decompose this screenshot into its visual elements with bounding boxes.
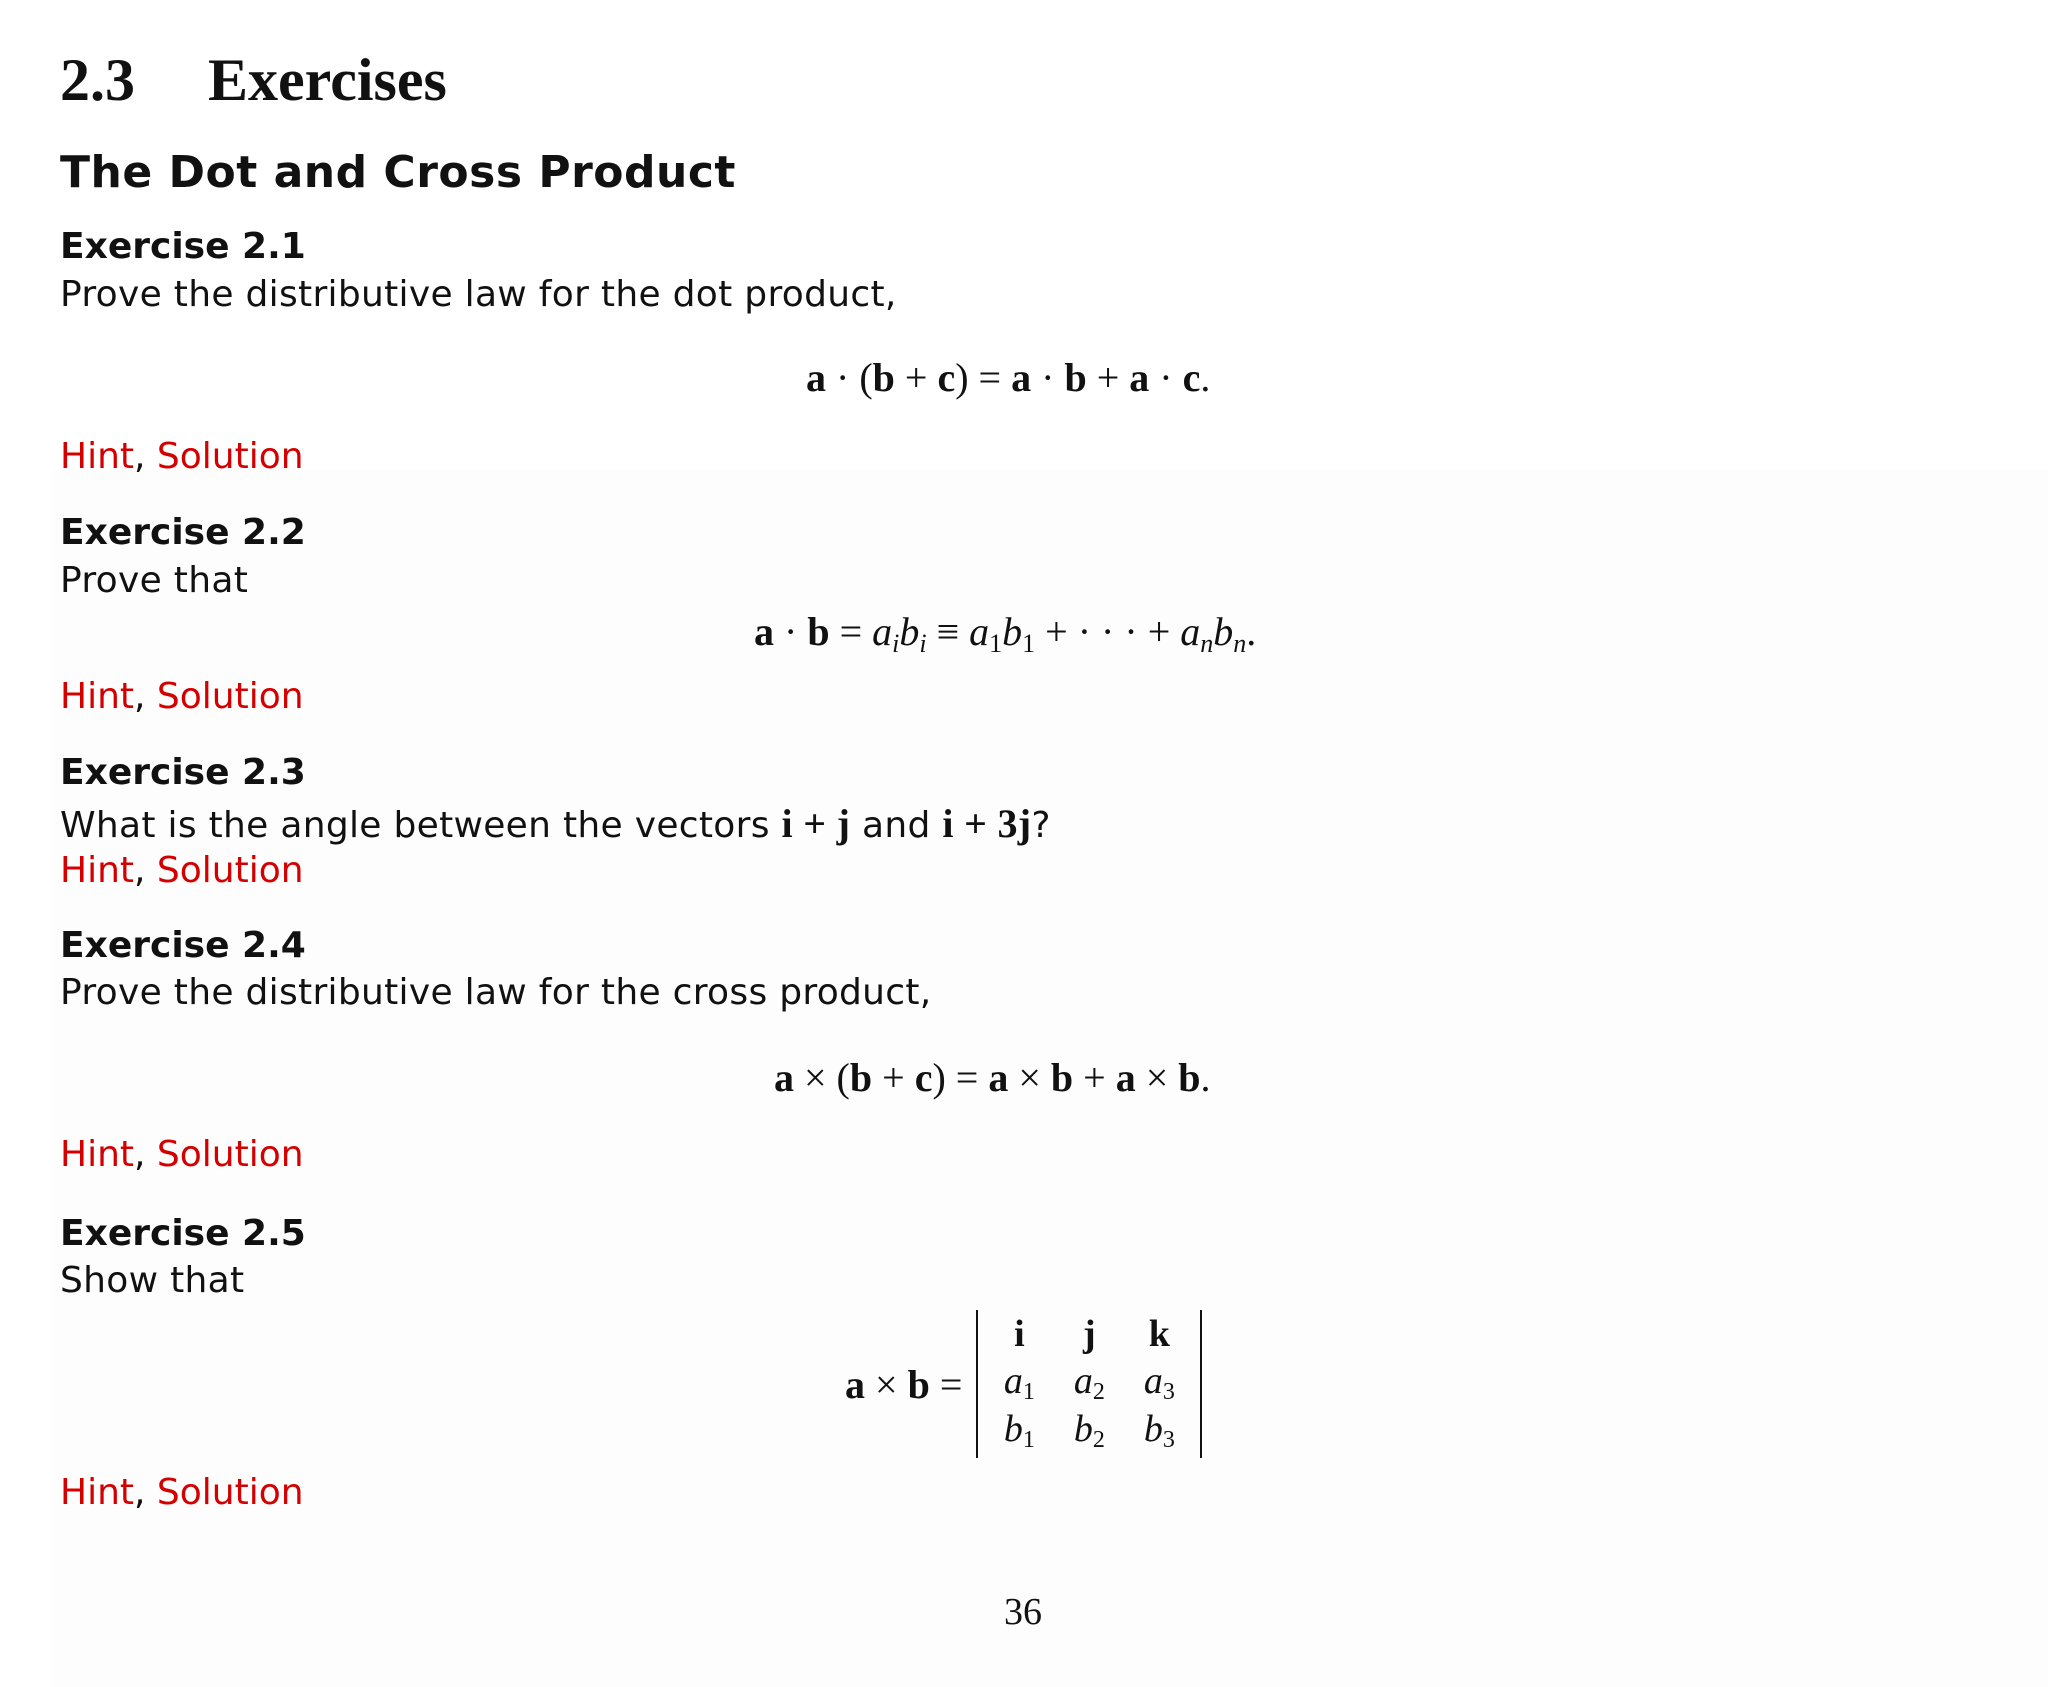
exercise-2-4-solution-link[interactable]: Solution	[156, 1134, 304, 1175]
matrix-cell-a2: $a_2$	[1073, 1359, 1105, 1405]
exercise-2-5-text: Show that	[60, 1260, 245, 1301]
exercise-2-4-title: Exercise 2.4	[60, 925, 306, 966]
exercise-2-5-links: Hint, Solution	[60, 1472, 304, 1513]
exercise-2-3-solution-link[interactable]: Solution	[156, 850, 304, 891]
exercise-2-4-links: Hint, Solution	[60, 1134, 304, 1175]
vector-i-plus-3j: i + 3j	[942, 801, 1032, 846]
exercise-2-4-equation: a × (b + c) = a × b + a × b.	[774, 1055, 1211, 1100]
exercise-2-5-solution-link[interactable]: Solution	[156, 1472, 304, 1513]
exercise-2-3-links: Hint, Solution	[60, 850, 304, 891]
exercise-2-1-text: Prove the distributive law for the dot product,	[60, 274, 897, 315]
matrix-cell-b2: $b_2$	[1073, 1407, 1105, 1453]
cross-product-lhs: a × b =	[845, 1361, 963, 1407]
matrix-cell-j: j	[1083, 1313, 1096, 1355]
matrix-cell-a1: $a_1$	[1003, 1359, 1035, 1405]
matrix-cell-k: k	[1148, 1313, 1170, 1355]
exercise-2-4-text: Prove the distributive law for the cross product,	[60, 972, 932, 1013]
exercise-2-3-text	[60, 800, 1051, 847]
exercise-2-1-links: Hint, Solution	[60, 436, 304, 477]
determinant-matrix	[976, 1310, 1202, 1458]
vector-i-plus-j: i + j	[781, 801, 851, 846]
matrix-cell-a3: $a_3$	[1143, 1359, 1175, 1405]
matrix-cell-b3: $b_3$	[1143, 1407, 1175, 1453]
exercise-2-1-title: Exercise 2.1	[60, 226, 306, 267]
exercise-2-5-hint-link[interactable]: Hint	[60, 1472, 135, 1513]
matrix-cell-i: i	[1014, 1313, 1025, 1355]
matrix-row	[984, 1406, 1194, 1454]
exercise-2-3-text-mid: and	[850, 805, 943, 846]
exercise-2-3-title: Exercise 2.3	[60, 752, 306, 793]
exercise-2-3-text-before: What is the angle between the vectors	[60, 805, 782, 846]
exercise-2-3-hint-link[interactable]: Hint	[60, 850, 135, 891]
exercise-2-1-hint-link[interactable]: Hint	[60, 436, 135, 477]
matrix-row	[984, 1310, 1194, 1358]
exercise-2-2-title: Exercise 2.2	[60, 512, 306, 553]
section-number: 2.3	[60, 47, 135, 113]
exercise-2-2-links: Hint, Solution	[60, 676, 304, 717]
exercise-2-2-equation: $a \cdot b = a_ib_i \equiv a_1b_1$ + · · · + $a_nb_n$.	[754, 609, 1257, 658]
page-number: 36	[1004, 1591, 1042, 1633]
exercise-2-5-equation	[845, 1310, 1202, 1458]
exercise-2-2-text: Prove that	[60, 560, 249, 601]
exercise-2-5-title: Exercise 2.5	[60, 1213, 306, 1254]
subsection-title: The Dot and Cross Product	[60, 147, 736, 198]
exercise-2-2-solution-link[interactable]: Solution	[156, 676, 304, 717]
exercise-2-4-hint-link[interactable]: Hint	[60, 1134, 135, 1175]
exercise-2-1-solution-link[interactable]: Solution	[156, 436, 304, 477]
matrix-cell-b1: $b_1$	[1003, 1407, 1035, 1453]
exercise-2-3-text-after: ?	[1031, 805, 1051, 846]
exercise-2-2-hint-link[interactable]: Hint	[60, 676, 135, 717]
section-title: Exercises	[208, 47, 447, 113]
matrix-row	[984, 1358, 1194, 1406]
exercise-2-1-equation: a · (b + c) = a · b + a · c.	[806, 355, 1211, 400]
